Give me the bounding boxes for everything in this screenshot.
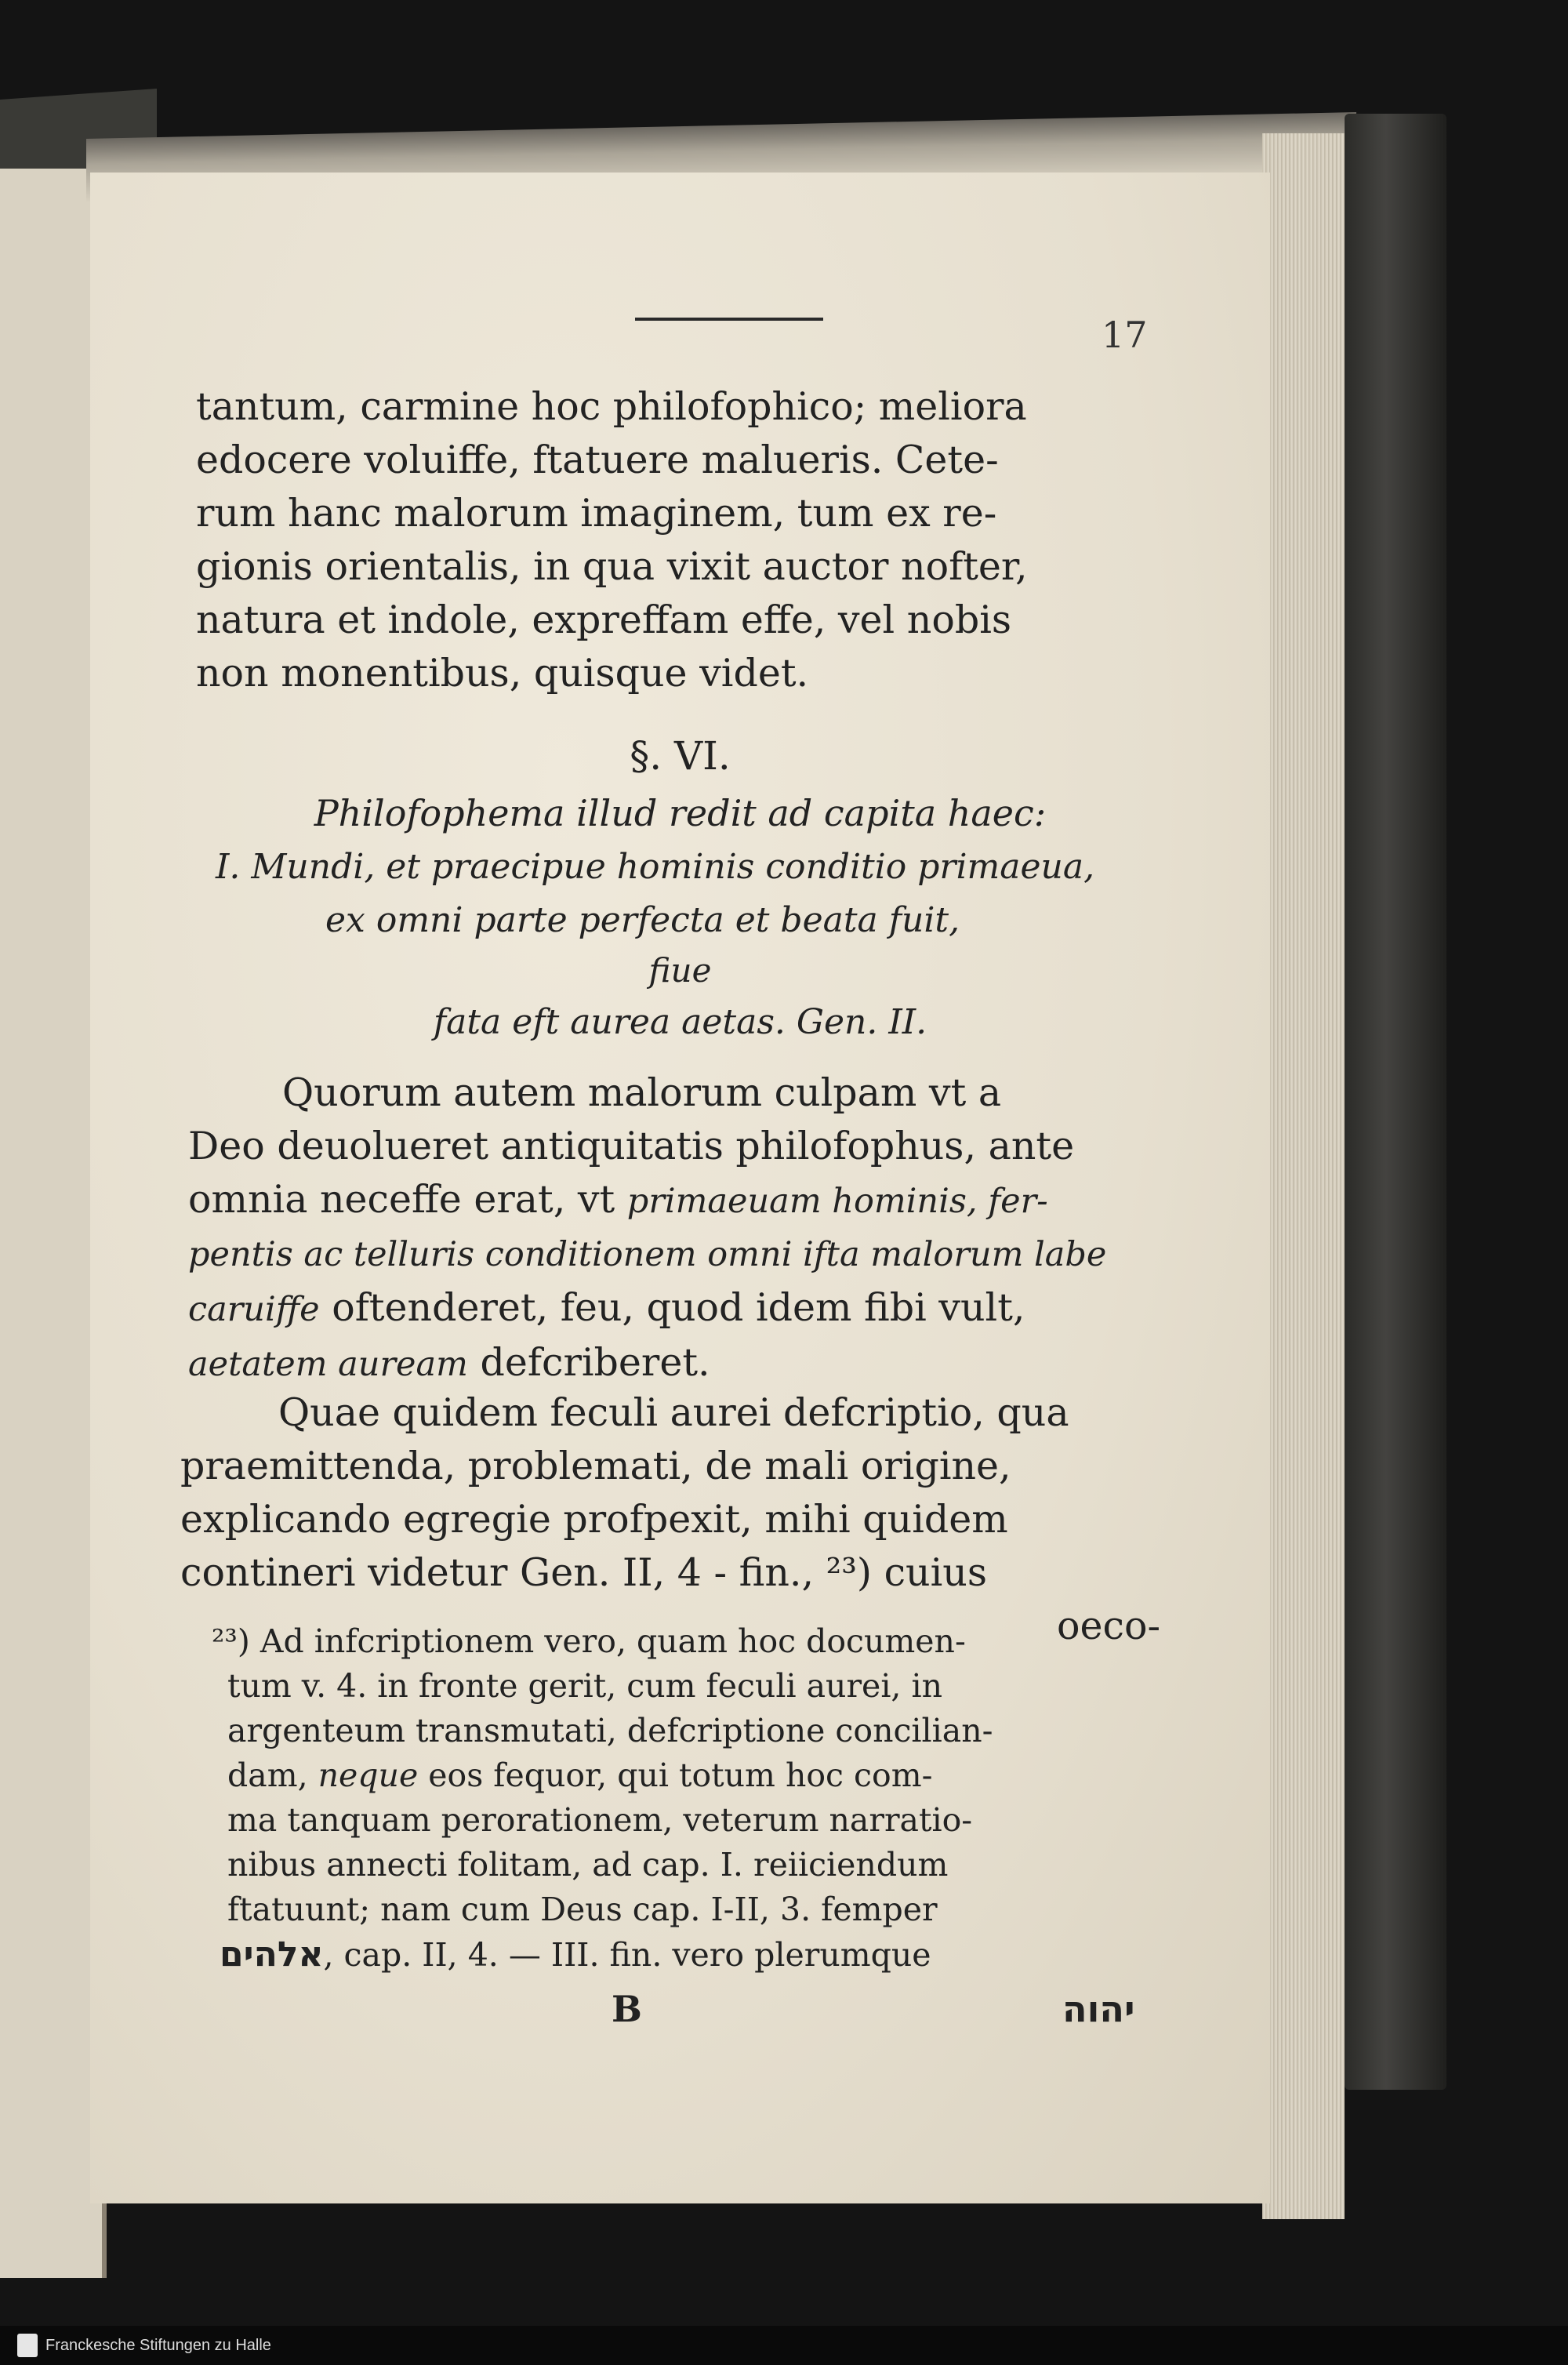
footnote (212, 1619, 1145, 1978)
footnote-line: tum v. 4. in fronte gerit, cum feculi aurei, in (227, 1667, 943, 1705)
footer-label[interactable]: Franckesche Stiftungen zu Halle (45, 2337, 271, 2354)
signature-mark: B (612, 1988, 642, 2030)
text-line: pentis ac telluris conditionem omni ifta malorum labe (188, 1235, 1107, 1274)
thesis-intro: Philofophema illud redit ad capita haec: (314, 792, 1047, 834)
text-span: dam, (227, 1756, 318, 1794)
hebrew-word: אלהים (220, 1935, 324, 1974)
section-heading: §. VI. (630, 733, 731, 779)
text-line: Deo deuolueret antiquitatis philofophus, ante (188, 1124, 1075, 1168)
text-span: caruiffe (188, 1290, 320, 1329)
text-line: explicando egregie profpexit, mihi quidem (180, 1497, 1008, 1542)
text-line: contineri videtur Gen. II, 4 - fin., ²³) cuius (180, 1550, 987, 1595)
text-line: tantum, carmine hoc philofophico; meliora (196, 384, 1027, 429)
footnote-line: argenteum transmutati, defcriptione concilian- (227, 1712, 993, 1749)
text-line: Quae quidem feculi aurei defcriptio, qua (278, 1390, 1069, 1435)
footnote-line: ²³) Ad infcriptionem vero, quam hoc documen- (212, 1622, 966, 1660)
text-line: gionis orientalis, in qua vixit auctor nofter, (196, 544, 1028, 589)
footnote-line (227, 1753, 1145, 1798)
text-span: primaeuam hominis, fer- (626, 1182, 1048, 1221)
footnote-line (220, 1932, 1145, 1978)
text-line: Quorum autem malorum culpam vt a (282, 1070, 1002, 1115)
footnote-line: nibus annecti folitam, ad cap. I. reiiciendum (227, 1846, 949, 1884)
footnote-line: ma tanquam perorationem, veterum narratio- (227, 1801, 973, 1839)
footer-bar (0, 2326, 1568, 2365)
text-line: natura et indole, expreffam effe, vel nobis (196, 598, 1012, 642)
footnote-line: ftatuunt; nam cum Deus cap. I-II, 3. femper (227, 1891, 938, 1928)
text-line: non monentibus, quisque videt. (196, 651, 809, 696)
thesis-line: fata eft aurea aetas. Gen. II. (433, 1002, 927, 1042)
page-number: 17 (1102, 314, 1148, 356)
book-page (90, 173, 1270, 2203)
paragraph-two (188, 1066, 1160, 1391)
thesis-line: ex omni parte perfecta et beata fuit, (325, 900, 960, 940)
institution-logo-icon (17, 2334, 38, 2357)
text-span: aetatem auream (188, 1345, 468, 1384)
top-paragraph (196, 380, 1160, 700)
text-span: neque (318, 1756, 419, 1794)
text-span: defcriberet. (467, 1340, 710, 1385)
text-line: praemittenda, problemati, de mali origine, (180, 1444, 1011, 1488)
text-line: rum hanc malorum imaginem, tum ex re- (196, 491, 997, 536)
text-span: omnia neceffe erat, vt (188, 1177, 627, 1222)
thesis-line: fiue (648, 951, 712, 990)
text-line: edocere voluiffe, ftatuere malueris. Cete- (196, 438, 999, 482)
paragraph-three (180, 1386, 1160, 1653)
page-stack-right-edge (1262, 133, 1345, 2219)
text-span: eos fequor, qui totum hoc com- (418, 1756, 933, 1794)
text-line (188, 1336, 1160, 1391)
text-line: oeco- (1057, 1604, 1160, 1648)
right-book-cover (1345, 114, 1446, 2090)
text-span: , cap. II, 4. — III. fin. vero plerumque (323, 1936, 931, 1974)
thesis-line: I. Mundi, et praecipue hominis conditio primaeua, (216, 847, 1095, 887)
catchword: יהוה (1062, 1988, 1135, 2030)
text-line (188, 1173, 1160, 1228)
text-span: oftenderet, feu, quod idem fibi vult, (319, 1285, 1025, 1330)
text-line (188, 1281, 1160, 1336)
header-rule (635, 318, 823, 321)
